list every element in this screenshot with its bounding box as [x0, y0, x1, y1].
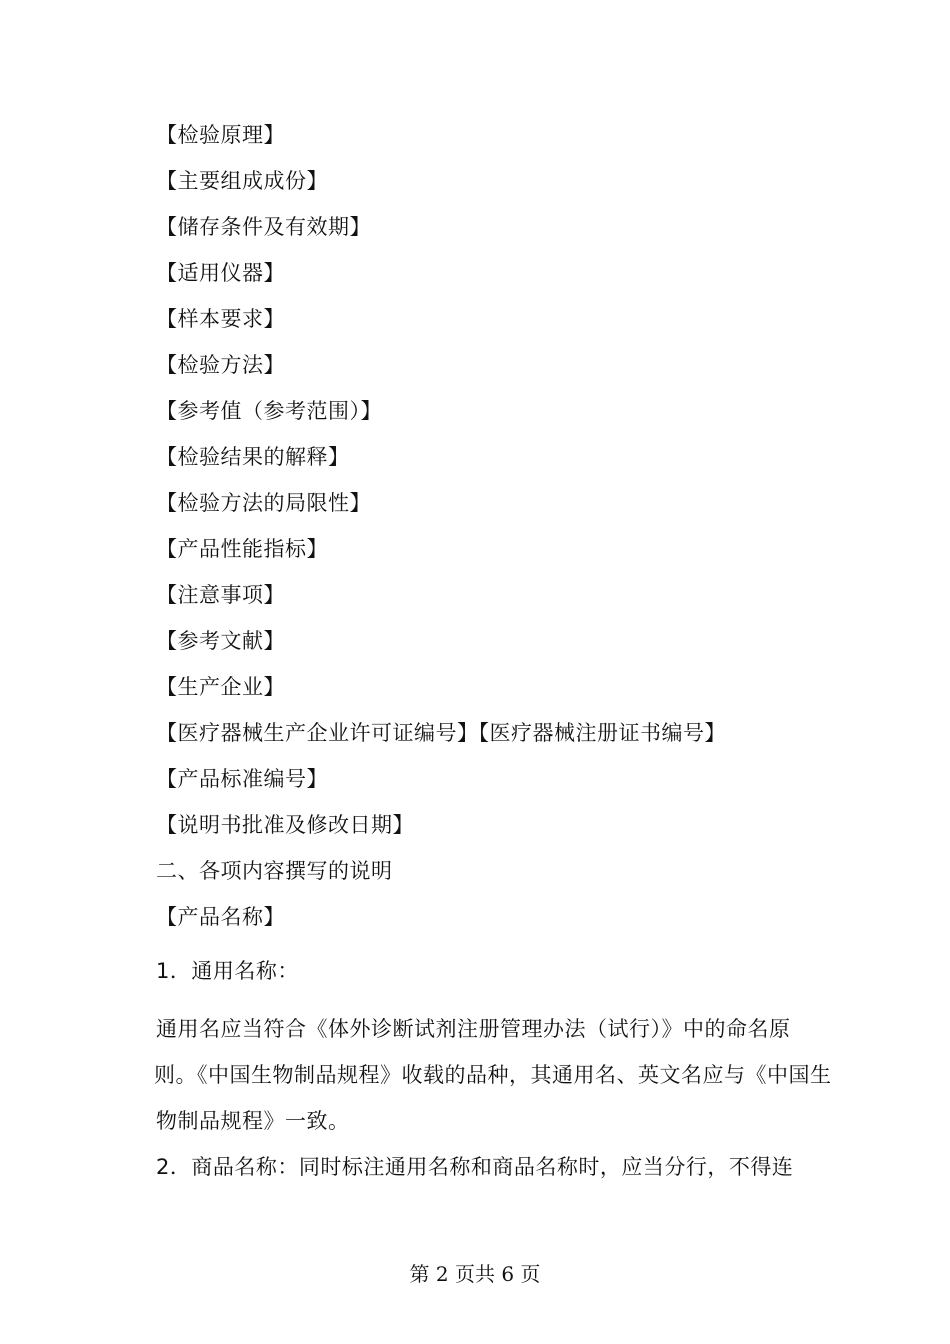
paragraph-line: 物制品规程》一致。 — [156, 1109, 350, 1133]
document-body — [156, 112, 836, 1190]
item-2-text: 2．商品名称：同时标注通用名称和商品名称时，应当分行，不得连 — [156, 1155, 794, 1179]
section-heading-precautions: 【注意事项】 — [156, 583, 285, 607]
section-heading-components: 【主要组成成份】 — [156, 169, 328, 193]
section-heading-performance: 【产品性能指标】 — [156, 537, 328, 561]
section-heading-standard-number: 【产品标准编号】 — [156, 767, 328, 791]
product-name-heading: 【产品名称】 — [156, 905, 285, 929]
page-footer: 第 2 页共 6 页 — [409, 1262, 541, 1286]
paragraph-line: 通用名应当符合《体外诊断试剂注册管理办法（试行）》中的命名原 — [156, 1017, 791, 1041]
heading-two: 二、各项内容撰写的说明 — [156, 859, 393, 883]
section-heading-instruments: 【适用仪器】 — [156, 261, 285, 285]
section-heading-references: 【参考文献】 — [156, 629, 285, 653]
section-heading-sample: 【样本要求】 — [156, 307, 285, 331]
section-heading-approval-date: 【说明书批准及修改日期】 — [156, 813, 414, 837]
section-heading-storage: 【储存条件及有效期】 — [156, 215, 371, 239]
section-heading-reference-value: 【参考值（参考范围）】 — [156, 399, 382, 423]
section-heading-license-numbers: 【医疗器械生产企业许可证编号】【医疗器械注册证书编号】 — [156, 721, 726, 745]
section-heading-principle: 【检验原理】 — [156, 123, 285, 147]
paragraph-line: 则。《中国生物制品规程》收载的品种，其通用名、英文名应与《中国生 — [154, 1063, 832, 1087]
section-heading-manufacturer: 【生产企业】 — [156, 675, 285, 699]
paragraph-generic-name — [156, 1006, 836, 1144]
section-heading-interpretation: 【检验结果的解释】 — [156, 445, 350, 469]
section-heading-limitations: 【检验方法的局限性】 — [156, 491, 371, 515]
item-1-label: 1．通用名称： — [156, 959, 299, 983]
section-heading-method: 【检验方法】 — [156, 353, 285, 377]
